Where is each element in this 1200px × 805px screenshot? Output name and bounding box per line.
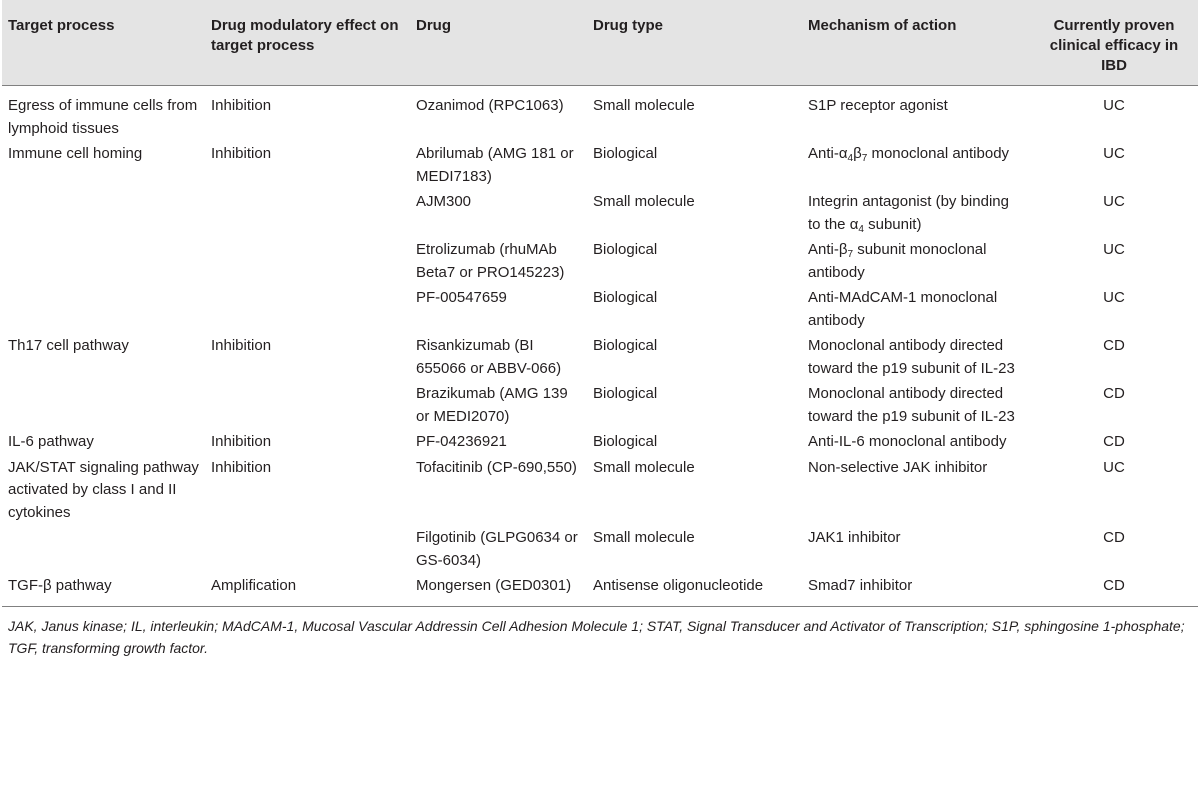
cell-mechanism: Monoclonal antibody directed toward the p19 subunit of IL-23	[808, 385, 1015, 425]
cell-modulatory-effect	[205, 527, 410, 575]
cell-mechanism: Monoclonal antibody directed toward the p19 subunit of IL-23	[808, 337, 1015, 377]
cell-drug-type: Small molecule	[593, 193, 695, 210]
cell-efficacy: UC	[1103, 97, 1125, 114]
cell-mechanism: Anti-$\alpha_4\beta_7$ monoclonal antibody	[808, 145, 1010, 164]
cell-target-process: Immune cell homing	[8, 145, 143, 162]
cell-drug: Brazikumab (AMG 139 or MEDI2070)	[416, 385, 568, 425]
cell-mechanism: Non-selective JAK inhibitor	[808, 458, 988, 476]
header-clinical-efficacy: Currently proven clinical efficacy in IBD	[1049, 17, 1179, 74]
cell-drug-type: Small molecule	[593, 529, 695, 546]
cell-mechanism: Anti-MAdCAM-1 monoclonal antibody	[808, 289, 998, 329]
cell-drug: Etrolizumab (rhuMAb Beta7 or PRO145223)	[416, 241, 565, 281]
cell-target-process	[2, 239, 205, 287]
cell-drug-type: Biological	[593, 241, 658, 258]
table-row	[2, 239, 1198, 287]
table-row	[2, 457, 1198, 528]
cell-drug: Risankizumab (BI 655066 or ABBV-066)	[416, 337, 562, 377]
cell-target-process: JAK/STAT signaling pathway activated by class I and II cytokines	[8, 458, 199, 521]
cell-mechanism: S1P receptor agonist	[808, 97, 948, 114]
header-drug: Drug	[416, 17, 451, 34]
cell-drug: Ozanimod (RPC1063)	[416, 97, 564, 114]
cell-drug-type: Biological	[593, 337, 658, 354]
cell-target-process: Th17 cell pathway	[8, 337, 129, 354]
cell-modulatory-effect	[205, 239, 410, 287]
cell-modulatory-effect: Inhibition	[211, 458, 272, 476]
table-row	[2, 575, 1198, 606]
table-header-row	[2, 0, 1198, 86]
cell-drug: PF-00547659	[416, 289, 507, 306]
cell-target-process	[2, 287, 205, 335]
cell-modulatory-effect: Inhibition	[211, 145, 272, 162]
table-row	[2, 86, 1198, 144]
cell-drug-type: Biological	[593, 433, 658, 450]
cell-efficacy: CD	[1103, 433, 1125, 450]
table-row	[2, 143, 1198, 191]
cell-modulatory-effect: Amplification	[211, 577, 297, 594]
cell-drug-type: Small molecule	[593, 97, 695, 114]
header-target-process: Target process	[8, 17, 115, 34]
table-row	[2, 431, 1198, 457]
cell-drug-type: Antisense oligonucleotide	[593, 577, 764, 594]
cell-drug: AJM300	[416, 193, 472, 210]
cell-drug: Filgotinib (GLPG0634 or GS-6034)	[416, 529, 578, 569]
cell-modulatory-effect: Inhibition	[211, 433, 272, 450]
cell-efficacy: UC	[1103, 145, 1125, 162]
cell-efficacy: CD	[1103, 529, 1125, 546]
cell-drug: Tofacitinib (CP-690,550)	[416, 458, 577, 476]
header-mechanism-of-action: Mechanism of action	[808, 17, 957, 34]
cell-efficacy: UC	[1103, 241, 1125, 258]
cell-efficacy: CD	[1103, 337, 1125, 354]
cell-mechanism: Anti-IL-6 monoclonal antibody	[808, 433, 1007, 450]
cell-modulatory-effect: Inhibition	[211, 337, 272, 354]
cell-drug: Mongersen (GED0301)	[416, 577, 572, 594]
cell-modulatory-effect	[205, 287, 410, 335]
cell-mechanism: Smad7 inhibitor	[808, 577, 913, 594]
cell-mechanism: Integrin antagonist (by binding to the $\alpha_4$ subunit)	[808, 193, 1009, 235]
cell-drug-type: Biological	[593, 289, 658, 306]
cell-drug: Abrilumab (AMG 181 or MEDI7183)	[416, 145, 574, 185]
cell-efficacy: UC	[1103, 289, 1125, 306]
cell-mechanism: Anti-$\beta_7$ subunit monoclonal antibody	[808, 241, 987, 281]
drug-table	[2, 0, 1198, 607]
cell-efficacy: UC	[1103, 193, 1125, 210]
cell-modulatory-effect	[205, 191, 410, 239]
cell-drug: PF-04236921	[416, 433, 507, 450]
cell-efficacy: CD	[1103, 577, 1125, 594]
cell-target-process: TGF-β pathway	[8, 577, 112, 594]
cell-efficacy: UC	[1103, 458, 1125, 476]
header-drug-type: Drug type	[593, 17, 664, 34]
cell-modulatory-effect	[205, 383, 410, 431]
cell-target-process	[2, 191, 205, 239]
cell-efficacy: CD	[1103, 385, 1125, 402]
table-footnote: JAK, Janus kinase; IL, interleukin; MAdCAM-1, Mucosal Vascular Addressin Cell Adhesion Molecule 1; STAT, Signal Transducer and Activator of Transcription; S1P, sphingosine 1-phosphate; TGF, transforming growth factor.	[8, 617, 1185, 656]
cell-target-process: IL-6 pathway	[8, 433, 94, 450]
table-row	[2, 191, 1198, 239]
cell-target-process: Egress of immune cells from lymphoid tissues	[8, 97, 198, 137]
cell-drug-type: Biological	[593, 385, 658, 402]
table-row	[2, 287, 1198, 335]
cell-target-process	[2, 383, 205, 431]
cell-drug-type: Small molecule	[593, 458, 695, 476]
cell-mechanism: JAK1 inhibitor	[808, 529, 901, 546]
table-row	[2, 335, 1198, 383]
table-row	[2, 527, 1198, 575]
table-row	[2, 383, 1198, 431]
cell-target-process	[2, 527, 205, 575]
cell-drug-type: Biological	[593, 145, 658, 162]
cell-modulatory-effect: Inhibition	[211, 97, 272, 114]
table-body	[2, 86, 1198, 607]
header-drug-modulatory-effect: Drug modulatory effect on target process	[211, 17, 399, 54]
